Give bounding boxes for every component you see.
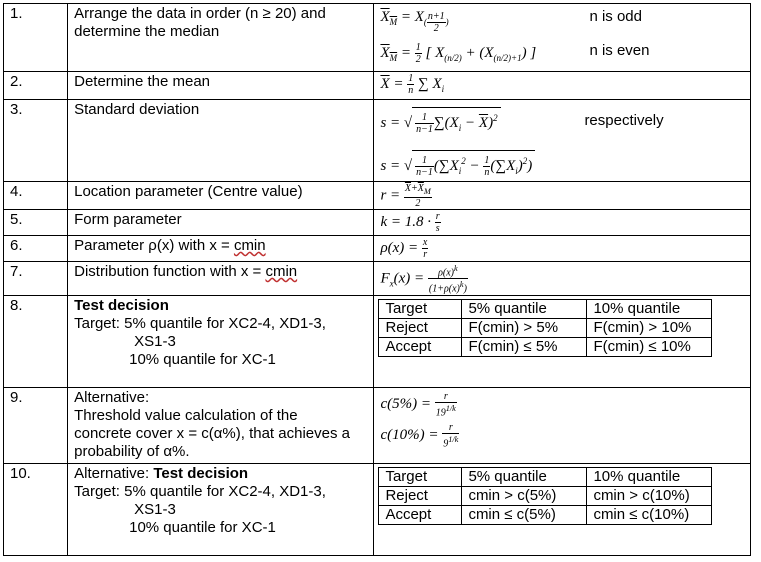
table-row <box>4 235 751 261</box>
threshold-5-formula: c(5%) = $\frac{r}{19^{1/k}}$ <box>380 390 456 418</box>
median-formula-cell <box>374 4 751 72</box>
alt-decision-cell <box>374 463 751 555</box>
row-description: Distribution function with x = cmin <box>68 261 374 295</box>
row-description: Location parameter (Centre value) <box>68 181 374 209</box>
decision-table: Target 5% quantile 10% quantile Reject F(cmin) > 5% F(cmin) > 10% Accept F(cmin) ≤ 5% F(cmin) ≤ 10% <box>378 299 712 357</box>
row-number: 10. <box>4 463 68 555</box>
row-description: Form parameter <box>68 209 374 235</box>
location-formula-cell <box>374 181 751 209</box>
alt-decision-table: Target 5% quantile 10% quantile Reject cmin > c(5%) cmin > c(10%) Accept cmin ≤ c(5%) cmin ≤ c(10%) <box>378 467 712 525</box>
row-description: Test decision Target: 5% quantile for XC2-4, XD1-3, XS1-3 10% quantile for XC-1 <box>68 295 374 387</box>
row-number: 6. <box>4 235 68 261</box>
table-row <box>4 295 751 387</box>
row-description: Determine the mean <box>68 72 374 100</box>
stddev-formula-1: s = √ $\frac{1}{n-1}$ $\sum(X_i - \overline{X})^2$ <box>380 107 744 138</box>
row-number: 1. <box>4 4 68 72</box>
median-even-formula: $X_M$ = $\frac{1}{2}$ [ $X_{(n/2)} + (X_{(n/2)+1})$ ] <box>380 42 537 66</box>
table-row <box>4 72 751 100</box>
median-odd-formula: $X_M = X_{( \frac{n+1}{2} )}$ <box>380 9 449 35</box>
rho-formula: ρ(x) = $\frac{x}{r}$ <box>380 236 428 260</box>
row-description: Alternative: Threshold value calculation of the concrete cover x = c(α%), that achieves a probability of α%. <box>68 387 374 463</box>
note-even: n is even <box>589 42 650 59</box>
row-number: 4. <box>4 181 68 209</box>
stddev-formula-cell <box>374 99 751 181</box>
row-description: Parameter ρ(x) with x = cmin <box>68 235 374 261</box>
procedure-table <box>3 3 751 556</box>
row-description: Standard deviation <box>68 99 374 181</box>
form-formula-cell <box>374 209 751 235</box>
stddev-formula-2: s = √ $\frac{1}{n-1}$ ($\sum X_i^2$ − $\frac{1}{n}$ $(\sum X_i)^2$) <box>380 150 744 181</box>
row-number: 8. <box>4 295 68 387</box>
form-formula: k = 1.8 · $\frac{r}{s}$ <box>380 210 440 234</box>
table-row <box>4 463 751 555</box>
row-number: 2. <box>4 72 68 100</box>
row-number: 7. <box>4 261 68 295</box>
location-formula: r = $\frac{\overline{X}+\overline{X}_M}{2}$ <box>380 182 431 209</box>
note-odd: n is odd <box>589 8 642 25</box>
table-row <box>4 181 751 209</box>
row-description: Arrange the data in order (n ≥ 20) and determine the median <box>68 4 374 72</box>
table-row <box>4 4 751 72</box>
row-description: Alternative: Test decision Target: 5% quantile for XC2-4, XD1-3, XS1-3 10% quantile for XC-1 <box>68 463 374 555</box>
note-respectively: respectively <box>584 111 664 129</box>
distribution-formula-cell <box>374 261 751 295</box>
threshold-10-formula: c(10%) = $\frac{r}{9^{1/k}}$ <box>380 421 459 450</box>
test-decision-title: Test decision <box>74 296 169 314</box>
table-row <box>4 387 751 463</box>
table-row <box>4 209 751 235</box>
mean-formula-cell <box>374 72 751 100</box>
table-row <box>4 99 751 181</box>
distribution-formula: $F_x(x)$ = $\frac{\rho(x)^k}{(1+\rho(x)^k)}$ <box>380 263 467 295</box>
mean-formula: $\overline{X}$ = $\frac{1}{n}$ ∑ $X_i$ <box>380 73 445 96</box>
row-number: 5. <box>4 209 68 235</box>
row-number: 9. <box>4 387 68 463</box>
rho-formula-cell <box>374 235 751 261</box>
table-row <box>4 261 751 295</box>
row-number: 3. <box>4 99 68 181</box>
threshold-formula-cell <box>374 387 751 463</box>
test-decision-cell <box>374 295 751 387</box>
